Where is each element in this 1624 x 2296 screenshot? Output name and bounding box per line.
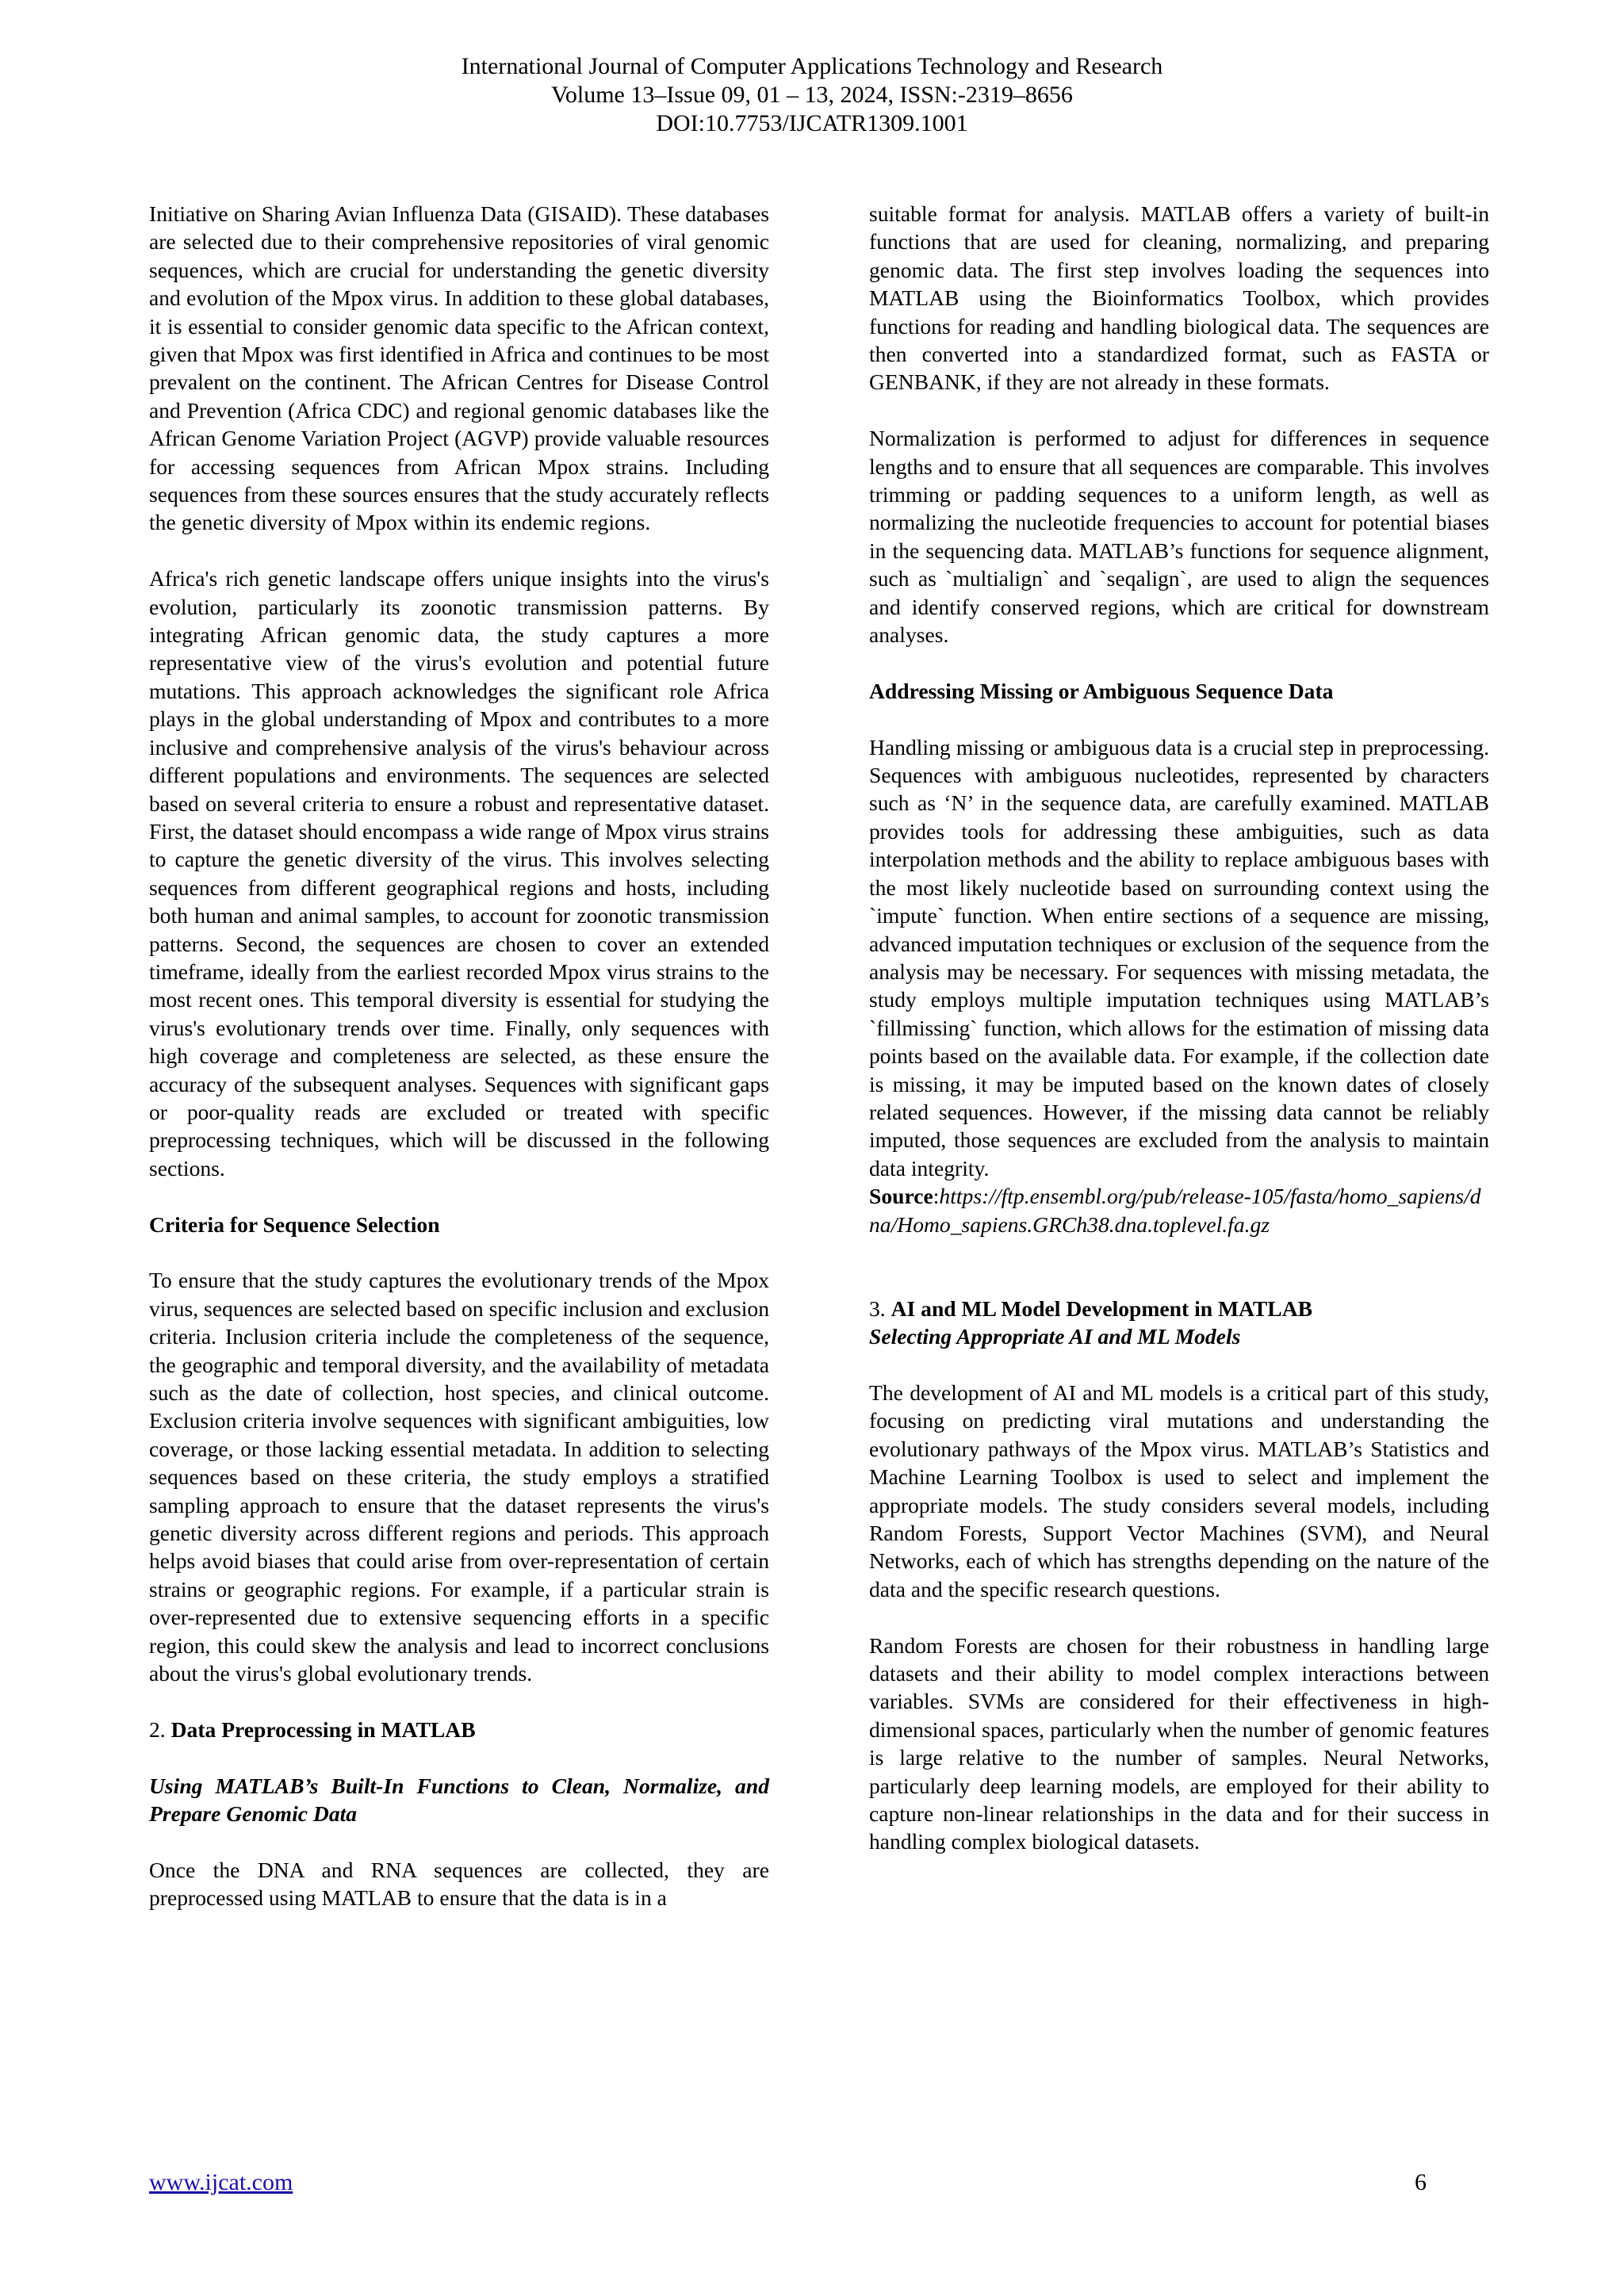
heading-missing-data: Addressing Missing or Ambiguous Sequence Data <box>869 678 1334 703</box>
left-paragraph-gisaid: Initiative on Sharing Avian Influenza Data (GISAID). These databases are selected due to their comprehensive repositories of viral genomic sequences, which are crucial for understanding the genetic diversity and evolution of the Mpox virus. In addition to these global databases, it is essential to consider genomic data specific to the African context, given that Mpox was first identified in Africa and continues to be most prevalent on the continent. The African Centres for Disease Control and Prevention (Africa CDC) and regional genomic databases like the African Genome Variation Project (AGVP) provide valuable resources for accessing sequences from African Mpox strains. Including sequences from these sources ensures that the study accurately reflects the genetic diversity of Mpox within its endemic regions. <box>149 201 769 535</box>
section-number-3: 3. <box>869 1295 891 1321</box>
source-line: Source:https://ftp.ensembl.org/pub/release-105/fasta/homo_sapiens/dna/Homo_sapiens.GRCh38.dna.toplevel.fa.gz <box>869 1184 1481 1237</box>
heading-data-preprocessing <box>149 1716 769 1743</box>
left-paragraph-africa: Africa's rich genetic landscape offers unique insights into the virus's evolution, particularly its zoonotic transmission patterns. By integrating African genomic data, the study captures a more representative view of the virus's evolution and potential future mutations. This approach acknowledges the significant role Africa plays in the global understanding of Mpox and contributes to a more inclusive and comprehensive analysis of the virus's behaviour across different populations and environments. The sequences are selected based on several criteria to ensure a robust and representative dataset. First, the dataset should encompass a wide range of Mpox virus strains to capture the genetic diversity of the virus. This involves selecting sequences from different geographical regions and hosts, including both human and animal samples, to account for zoonotic transmission patterns. Second, the sequences are chosen to cover an extended timeframe, ideally from the earliest recorded Mpox virus strains to the most recent ones. This temporal diversity is essential for studying the virus's evolutionary trends over time. Finally, only sequences with high coverage and completeness are selected, as these ensure the accuracy of the subsequent analyses. Sequences with significant gaps or poor-quality reads are excluded or treated with specific preprocessing techniques, which will be discussed in the following sections. <box>149 566 769 1181</box>
source-link[interactable]: https://ftp.ensembl.org/pub/release-105/fasta/homo_sapiens/dna/Homo_sapiens.GRCh38.dna.toplevel.fa.gz <box>869 1184 1481 1237</box>
journal-title: International Journal of Computer Applications Technology and Research <box>461 53 1163 79</box>
journal-volume: Volume 13–Issue 09, 01 – 13, 2024, ISSN:-2319–8656 <box>551 82 1073 108</box>
right-column <box>869 200 1489 1884</box>
right-paragraph-missing: Handling missing or ambiguous data is a crucial step in preprocessing. Sequences with ambiguous nucleotides, represented by characters such as ‘N’ in the sequence data, are carefully examined. MATLAB provides tools for addressing these ambiguities, such as data interpolation methods and the ability to replace ambiguous bases with the most likely nucleotide based on surrounding context using the `impute` function. When entire sections of a sequence are missing, advanced imputation techniques or exclusion of the sequence from the analysis may be necessary. For sequences with missing metadata, the study employs multiple imputation techniques using MATLAB’s `fillmissing` function, which allows for the estimation of missing data points based on the available data. For example, if the collection date is missing, it may be imputed based on the known dates of closely related sequences. However, if the missing data cannot be reliably imputed, those sequences are excluded from the analysis to maintain data integrity. <box>869 734 1489 1181</box>
right-paragraph-format: suitable format for analysis. MATLAB offers a variety of built-in functions that are used for cleaning, normalizing, and preparing genomic data. The first step involves loading the sequences into MATLAB using the Bioinformatics Toolbox, which provides functions for reading and handling biological data. The sequences are then converted into a standardized format, such as FASTA or GENBANK, if they are not already in these formats. <box>869 201 1489 395</box>
section-number-2: 2. <box>149 1716 171 1742</box>
heading-criteria: Criteria for Sequence Selection <box>149 1211 440 1237</box>
section-title-3: AI and ML Model Development in MATLAB <box>891 1295 1313 1321</box>
spacer <box>869 1238 1489 1295</box>
heading-ai-ml <box>869 1295 1489 1322</box>
page-number: 6 <box>1415 2169 1427 2195</box>
right-paragraph-random-forests: Random Forests are chosen for their robustness in handling large datasets and their ability to model complex interactions between variables. SVMs are considered for their effectiveness in high-dimensional spaces, particularly when the number of genomic features is large relative to the number of samples. Neural Networks, particularly deep learning models, are employed for their ability to capture non-linear relationships in the data and for their success in handling complex biological datasets. <box>869 1632 1489 1854</box>
subheading-builtin-functions: Using MATLAB’s Built-In Functions to Clean, Normalize, and Prepare Genomic Data <box>149 1773 769 1827</box>
left-column <box>149 200 769 1912</box>
left-paragraph-once: Once the DNA and RNA sequences are collected, they are preprocessed using MATLAB to ensure that the data is in a <box>149 1857 769 1911</box>
source-label: Source <box>869 1184 933 1209</box>
subheading-selecting-models: Selecting Appropriate AI and ML Models <box>869 1324 1241 1349</box>
journal-doi: DOI:10.7753/IJCATR1309.1001 <box>656 110 968 136</box>
right-paragraph-normalization: Normalization is performed to adjust for differences in sequence lengths and to ensure that all sequences are comparable. This involves trimming or padding sequences to a uniform length, as well as normalizing the nucleotide frequencies to account for potential biases in the sequencing data. MATLAB’s functions for sequence alignment, such as `multialign` and `seqalign`, are used to align the sequences and identify conserved regions, which are critical for downstream analyses. <box>869 426 1489 648</box>
left-paragraph-criteria: To ensure that the study captures the evolutionary trends of the Mpox virus, sequences are selected based on specific inclusion and exclusion criteria. Inclusion criteria include the completeness of the sequence, the geographic and temporal diversity, and the availability of metadata such as the date of collection, host species, and clinical outcome. Exclusion criteria involve sequences with significant ambiguities, low coverage, or those lacking essential metadata. In addition to selecting sequences based on these criteria, the study employs a stratified sampling approach to ensure that the dataset represents the virus's genetic diversity across different regions and periods. This approach helps avoid biases that could arise from over-representation of certain strains or geographic regions. For example, if a particular strain is over-represented due to extensive sequencing efforts in a specific region, this could skew the analysis and lead to incorrect conclusions about the virus's global evolutionary trends. <box>149 1268 769 1686</box>
section-title-2: Data Preprocessing in MATLAB <box>170 1716 476 1742</box>
footer-website-link[interactable]: www.ijcat.com <box>149 2169 293 2195</box>
journal-header <box>0 52 1624 138</box>
right-paragraph-development: The development of AI and ML models is a critical part of this study, focusing on predicting viral mutations and understanding the evolutionary pathways of the Mpox virus. MATLAB’s Statistics and Machine Learning Toolbox is used to select and implement the appropriate models. The study considers several models, including Random Forests, Support Vector Machines (SVM), and Neural Networks, each of which has strengths depending on the nature of the data and the specific research questions. <box>869 1380 1489 1601</box>
